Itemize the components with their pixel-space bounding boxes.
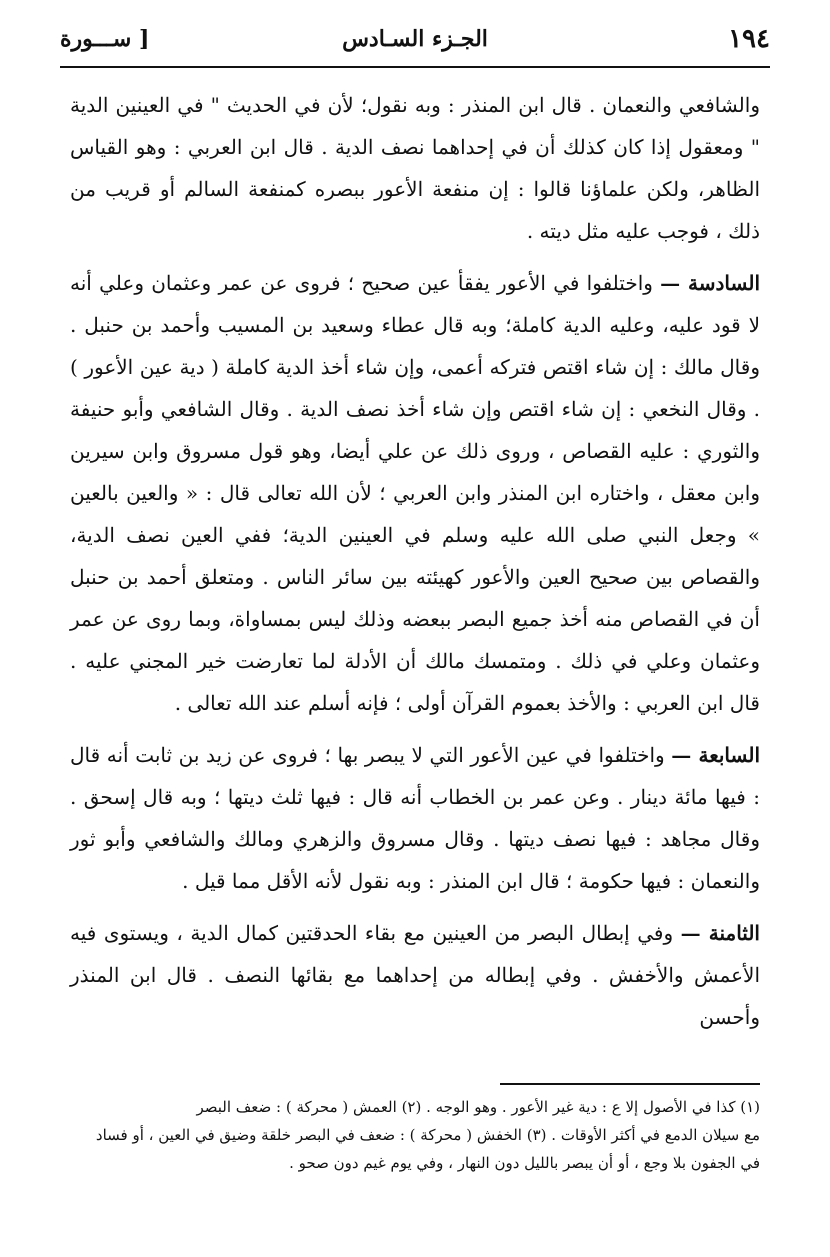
section-heading: السادسة —: [660, 271, 760, 295]
footnote-rule: [500, 1083, 760, 1085]
paragraph: الثامنة — وفي إبطال البصر من العينين مع بقاء الحدقتين كمال الدية ، ويستوى فيه الأعمش والأخفش . وفي إبطاله من إحداهما مع بقائها النصف . قال ابن المنذر وأحسن: [70, 921, 760, 1029]
paragraph: والشافعي والنعمان . قال ابن المنذر : وبه نقول؛ لأن في الحديث " في العينين الدية " ومعقول إذا كان كذلك أن في إحداهما نصف الدية . قال ابن العربي : وهو القياس الظاهر، ولكن علماؤنا قالوا : إن منفعة الأعور ببصره كمنفعة السالم أو قريب من ذلك ، فوجب عليه مثل ديته .: [70, 93, 760, 243]
page-header: [60, 18, 770, 64]
footnote-line: في الجفون بلا وجع ، أو أن يبصر بالليل دون النهار ، وفي يوم غيم دون صحو .: [289, 1154, 760, 1172]
footnote-line: (١) كذا في الأصول إلا ع : دية غير الأعور . وهو الوجه . (٢) العمش ( محركة ) : ضعف البصر: [196, 1098, 760, 1116]
header-rule: [60, 66, 770, 68]
section-heading: السابعة —: [671, 743, 761, 767]
surah-label: [ ســـورة: [60, 26, 150, 52]
paragraph: السابعة — واختلفوا في عين الأعور التي لا يبصر بها ؛ فروى عن زيد بن ثابت أنه قال : فيها مائة دينار . وعن عمر بن الخطاب أنه قال : فيها ثلث ديتها ؛ وبه قال إسحق . وقال مجاهد : فيها نصف ديتها . وقال مسروق والزهري ومالك والشافعي وأبو ثور والنعمان : فيها حكومة ؛ قال ابن المنذر : وبه نقول لأنه الأقل مما قيل .: [70, 743, 761, 893]
footnote-line: مع سيلان الدمع في أكثر الأوقات . (٣) الخفش ( محركة ) : ضعف في البصر خلقة وضيق في العين ، أو فساد: [95, 1126, 760, 1144]
footnotes: [70, 1093, 760, 1177]
page-number: ١٩٤: [728, 24, 770, 54]
paragraph: السادسة — واختلفوا في الأعور يفقأ عين صحيح ؛ فروى عن عمر وعثمان وعلي أنه لا قود عليه، وعليه الدية كاملة؛ وبه قال عطاء وسعيد بن المسيب وأحمد بن حنبل . وقال مالك : إن شاء اقتص فتركه أعمى، وإن شاء أخذ الدية كاملة ( دية عين الأعور ) . وقال النخعي : إن شاء اقتص وإن شاء أخذ نصف الدية . وقال الشافعي وأبو حنيفة والثوري : عليه القصاص ، وروى ذلك عن علي أيضا، وهو قول مسروق وابن سيرين وابن معقل ، واختاره ابن المنذر وابن العربي ؛ لأن الله تعالى قال : « والعين بالعين » وجعل النبي صلى الله عليه وسلم في العينين الدية؛ ففي العين نصف الدية، والقصاص بين صحيح العين والأعور كهيئته بين سائر الناس . ومتعلق أحمد بن حنبل أن في القصاص منه أخذ جميع البصر ببعضه وذلك ليس بمساواة، وبما روى عن عمر وعثمان وعلي في ذلك . ومتمسك مالك أن الأدلة لما تعارضت خير المجني عليه . قال ابن العربي : والأخذ بعموم القرآن أولى ؛ فإنه أسلم عند الله تعالى .: [70, 271, 760, 715]
running-title: الجـزء السـادس: [342, 26, 488, 52]
main-text: [70, 84, 760, 1048]
section-heading: الثامنة —: [680, 921, 760, 945]
